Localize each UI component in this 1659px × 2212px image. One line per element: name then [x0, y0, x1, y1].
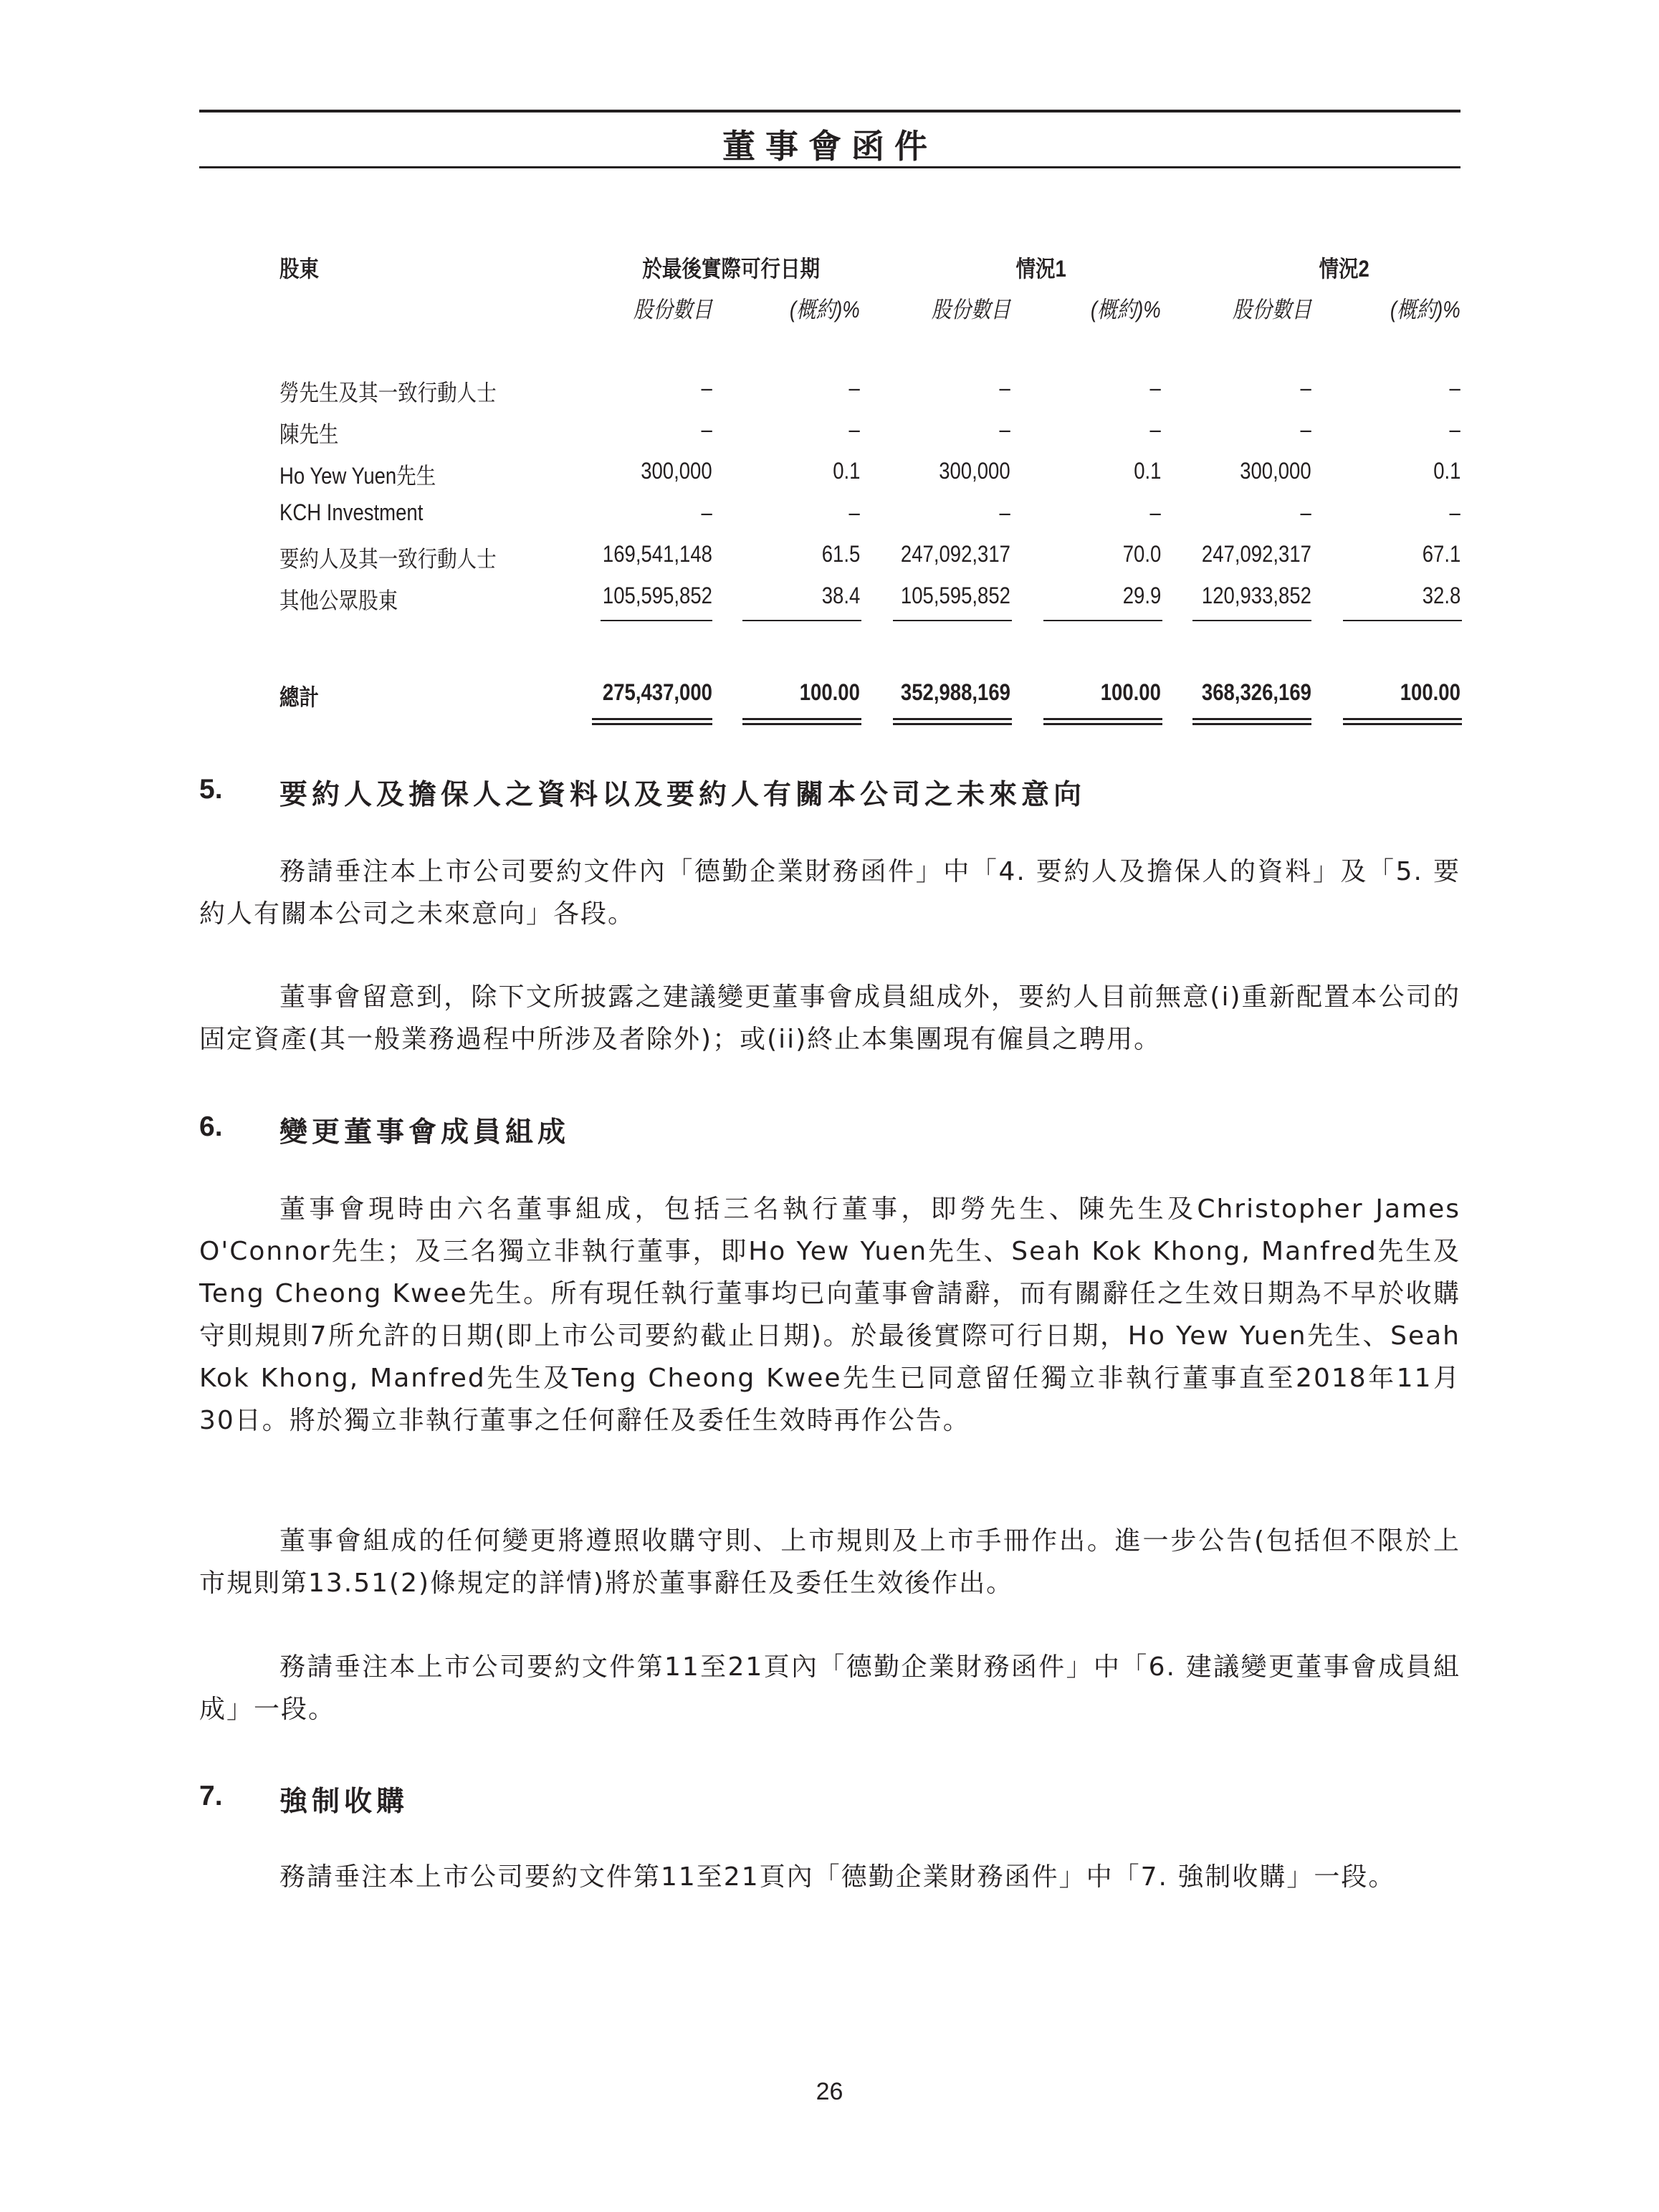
row-name: 其他公眾股東	[279, 588, 398, 613]
table-cell: –	[1149, 375, 1161, 401]
section-5-title: 要約人及擔保人之資料以及要約人有關本公司之未來意向	[279, 779, 1086, 811]
table-cell: 67.1	[1422, 541, 1460, 567]
total-double-underline	[742, 718, 861, 725]
total-cell: 275,437,000	[602, 679, 712, 705]
table-cell: –	[999, 416, 1010, 442]
total-double-underline	[893, 718, 1012, 725]
table-cell: 247,092,317	[1201, 541, 1311, 567]
header-top-rule	[199, 110, 1460, 112]
group-header-latest-date: 於最後實際可行日期	[642, 256, 820, 282]
table-cell: 247,092,317	[900, 541, 1010, 567]
table-cell: 70.0	[1122, 541, 1161, 567]
group-header-scenario-2: 情況2	[1319, 256, 1369, 282]
table-cell: –	[701, 375, 712, 401]
total-cell: 100.00	[1100, 679, 1161, 705]
table-cell: –	[848, 499, 860, 525]
table-cell: –	[1300, 375, 1311, 401]
total-double-underline	[1043, 718, 1162, 725]
subtotal-underline	[1192, 620, 1311, 621]
table-cell: 120,933,852	[1201, 583, 1311, 608]
row-name: KCH Investment	[279, 499, 424, 525]
table-cell: 0.1	[1133, 458, 1161, 484]
table-cell: –	[1149, 416, 1161, 442]
sub-header-pct-1: (概約)%	[790, 297, 860, 322]
table-cell: 300,000	[939, 458, 1010, 484]
section-6-title: 變更董事會成員組成	[279, 1116, 570, 1149]
table-cell: –	[1449, 375, 1460, 401]
page-title: 董事會函件	[722, 127, 937, 166]
table-cell: 300,000	[1240, 458, 1311, 484]
table-cell: 29.9	[1122, 583, 1161, 608]
sub-header-pct-2: (概約)%	[1091, 297, 1161, 322]
total-double-underline	[1192, 718, 1311, 725]
group-header-scenario-1: 情況1	[1015, 256, 1066, 282]
table-cell: 32.8	[1422, 583, 1460, 608]
table-cell: 61.5	[821, 541, 860, 567]
sub-header-shares-1: 股份數目	[633, 297, 712, 322]
row-name: 勞先生及其一致行動人士	[279, 380, 497, 406]
total-label: 總計	[279, 684, 320, 710]
total-cell: 368,326,169	[1201, 679, 1311, 705]
page-number: 26	[816, 2078, 843, 2105]
section-6-paragraph-1: 董事會現時由六名董事組成，包括三名執行董事，即勞先生、陳先生及Christopher James O'Connor先生；及三名獨立非執行董事，即Ho Yew Yuen先生、Seah Kok Khong, Manfred先生及Teng Cheong Kwee先生。所有現任執行董事均已向董事會請辭，而有關辭任之生效日期為不早於收購守則規則7所允許的日期(即上市公司要約截止日期)。於最後實際可行日期，Ho Yew Yuen先生、Seah Kok Khong, Manfred先生及Teng Cheong Kwee先生已同意留任獨立非執行董事直至2018年11月30日。將於獨立非執行董事之任何辭任及委任生效時再作公告。	[199, 1194, 1460, 1435]
header-bottom-rule	[199, 166, 1460, 168]
table-cell: –	[701, 416, 712, 442]
table-cell: 38.4	[821, 583, 860, 608]
subtotal-underline	[601, 620, 712, 621]
table-cell: –	[848, 375, 860, 401]
col-shareholder-header: 股東	[279, 256, 320, 282]
table-cell: 169,541,148	[602, 541, 712, 567]
sub-header-shares-3: 股份數目	[1232, 297, 1311, 322]
table-cell: –	[1300, 416, 1311, 442]
row-name: 陳先生	[279, 421, 339, 447]
total-cell: 100.00	[799, 679, 860, 705]
sub-header-pct-3: (概約)%	[1390, 297, 1460, 322]
table-cell: –	[999, 375, 1010, 401]
table-cell: –	[848, 416, 860, 442]
table-cell: –	[1149, 499, 1161, 525]
subtotal-underline	[893, 620, 1012, 621]
total-cell: 100.00	[1400, 679, 1460, 705]
table-cell: 0.1	[1433, 458, 1460, 484]
section-7-paragraph-1: 務請垂注本上市公司要約文件第11至21頁內「德勤企業財務函件」中「7. 強制收購」一段。	[279, 1862, 1396, 1892]
table-cell: 300,000	[641, 458, 712, 484]
table-cell: –	[1449, 416, 1460, 442]
table-cell: –	[701, 499, 712, 525]
subtotal-underline	[742, 620, 861, 621]
section-5-paragraph-1: 務請垂注本上市公司要約文件內「德勤企業財務函件」中「4. 要約人及擔保人的資料」及「5. 要約人有關本公司之未來意向」各段。	[199, 857, 1460, 929]
row-name: 要約人及其一致行動人士	[279, 546, 497, 572]
table-cell: 105,595,852	[900, 583, 1010, 608]
section-7-number: 7.	[199, 1781, 223, 1811]
table-cell: –	[1300, 499, 1311, 525]
total-double-underline	[592, 718, 712, 725]
section-6-paragraph-3: 務請垂注本上市公司要約文件第11至21頁內「德勤企業財務函件」中「6. 建議變更董事會成員組成」一段。	[199, 1652, 1460, 1724]
section-5-number: 5.	[199, 774, 223, 805]
section-6-paragraph-2: 董事會組成的任何變更將遵照收購守則、上市規則及上市手冊作出。進一步公告(包括但不限於上市規則第13.51(2)條規定的詳情)將於董事辭任及委任生效後作出。	[199, 1526, 1460, 1598]
subtotal-underline	[1043, 620, 1162, 621]
table-cell: 105,595,852	[602, 583, 712, 608]
total-cell: 352,988,169	[900, 679, 1010, 705]
section-5-paragraph-2: 董事會留意到，除下文所披露之建議變更董事會成員組成外，要約人目前無意(i)重新配置本公司的固定資產(其一般業務過程中所涉及者除外)；或(ii)終止本集團現有僱員之聘用。	[199, 982, 1460, 1054]
subtotal-underline	[1343, 620, 1462, 621]
table-cell: –	[1449, 499, 1460, 525]
section-6-number: 6.	[199, 1111, 223, 1142]
row-name: Ho Yew Yuen先生	[279, 463, 436, 489]
total-double-underline	[1343, 718, 1462, 725]
table-cell: 0.1	[832, 458, 860, 484]
sub-header-shares-2: 股份數目	[931, 297, 1010, 322]
table-cell: –	[999, 499, 1010, 525]
section-7-title: 強制收購	[279, 1786, 409, 1818]
